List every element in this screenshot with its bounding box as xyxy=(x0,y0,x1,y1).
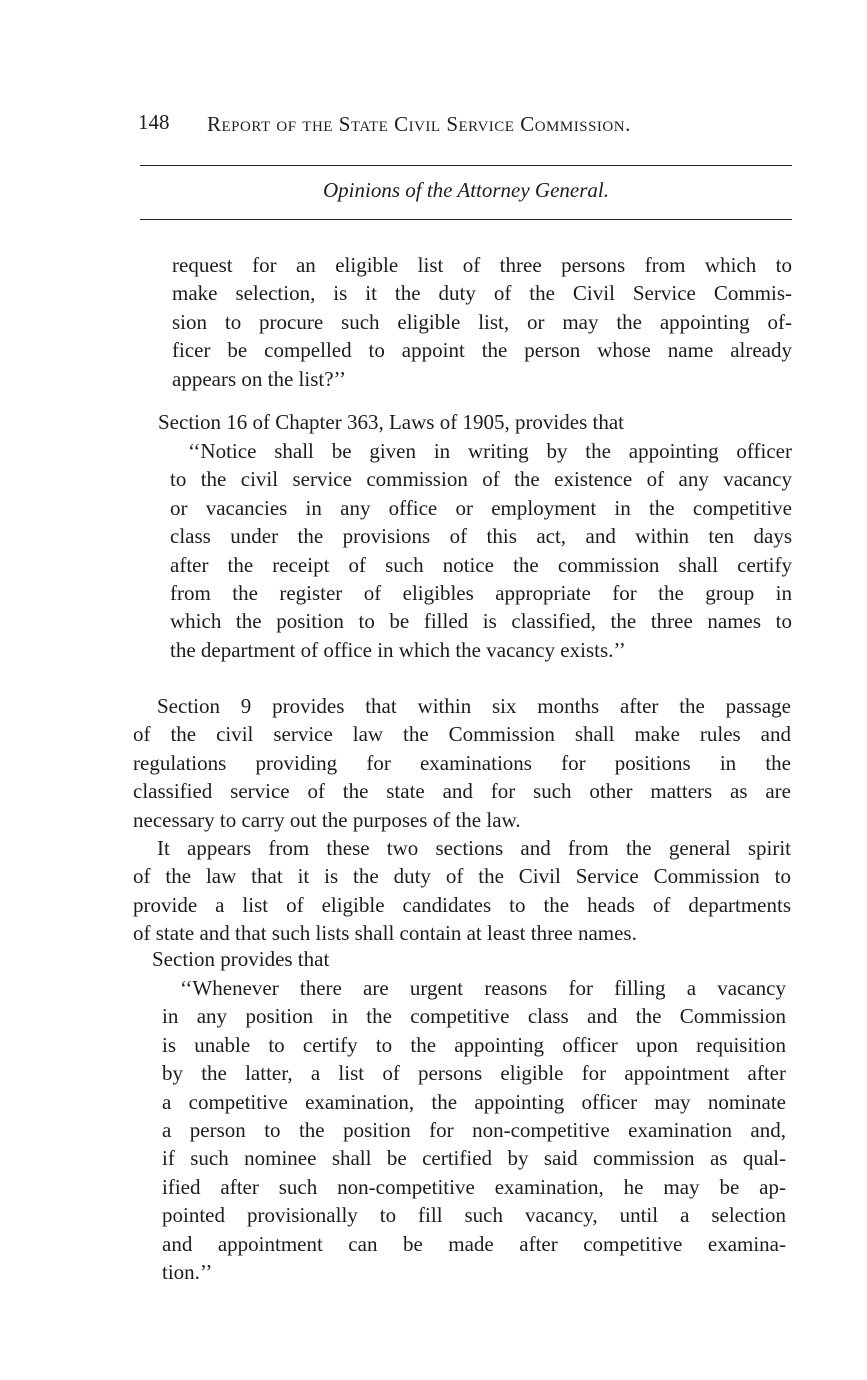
paragraph-section-9 xyxy=(133,692,791,834)
text-line: pointed provisionally to fill such vacancy, until a selection xyxy=(162,1203,786,1228)
quote-1 xyxy=(172,251,792,393)
text-line: ified after such non-competitive examination, he may be ap- xyxy=(162,1174,786,1199)
text-line: necessary to carry out the purposes of the law. xyxy=(133,807,521,832)
text-line: the department of office in which the vacancy exists.’’ xyxy=(170,637,626,662)
text-line: or vacancies in any office or employment in the competitive xyxy=(170,495,792,520)
text-line: a person to the position for non-competitive examination and, xyxy=(162,1117,786,1142)
quote-3 xyxy=(162,974,786,1286)
text-line: regulations providing for examinations for positions in the xyxy=(133,750,791,775)
text-line: if such nominee shall be certified by said commission as qual- xyxy=(162,1146,786,1171)
text-line: Section 9 provides that within six months after the passage xyxy=(157,694,791,718)
text-line: class under the provisions of this act, and within ten days xyxy=(170,524,792,549)
text-line: appears on the list?’’ xyxy=(172,366,346,391)
text-line: Section 16 of Chapter 363, Laws of 1905, provides that xyxy=(158,410,624,434)
bottom-rule xyxy=(140,219,792,220)
top-rule xyxy=(140,165,792,166)
text-line: to the civil service commission of the existence of any vacancy xyxy=(170,467,792,492)
page-number: 148 xyxy=(138,110,170,134)
text-line: from the register of eligibles appropriate for the group in xyxy=(170,580,792,605)
text-line: in any position in the competitive class and the Commission xyxy=(162,1004,786,1029)
paragraph-section-16 xyxy=(158,408,792,436)
text-line: make selection, is it the duty of the Civil Service Commis- xyxy=(172,281,792,306)
text-line: which the position to be filled is classified, the three names to xyxy=(170,609,792,634)
text-line: by the latter, a list of persons eligible for appointment after xyxy=(162,1061,786,1086)
text-line: provide a list of eligible candidates to the heads of departments xyxy=(133,892,791,917)
text-line: after the receipt of such notice the commission shall certify xyxy=(170,552,792,577)
paragraph-section-provides xyxy=(152,945,792,973)
text-line: sion to procure such eligible list, or may the appointing of- xyxy=(172,309,792,334)
text-line: a competitive examination, the appointing officer may nominate xyxy=(162,1089,786,1114)
text-line: of the civil service law the Commission shall make rules and xyxy=(133,722,791,747)
section-title: Opinions of the Attorney General. xyxy=(323,178,609,202)
text-line: ficer be compelled to appoint the person whose name already xyxy=(172,338,792,363)
text-line: ‘‘Notice shall be given in writing by the appointing officer xyxy=(188,439,792,463)
text-line: It appears from these two sections and from the general spirit xyxy=(157,836,791,860)
running-head: Report of the State Civil Service Commission. xyxy=(207,112,631,136)
text-line: of state and that such lists shall contain at least three names. xyxy=(133,921,637,946)
text-line: is unable to certify to the appointing officer upon requisition xyxy=(162,1032,786,1057)
quote-2 xyxy=(170,437,792,664)
text-line: and appointment can be made after competitive examina- xyxy=(162,1231,786,1256)
text-line: request for an eligible list of three persons from which to xyxy=(172,253,792,277)
text-line: ‘‘Whenever there are urgent reasons for filling a vacancy xyxy=(180,976,786,1000)
paragraph-it-appears xyxy=(133,834,791,948)
text-line: classified service of the state and for such other matters as are xyxy=(133,779,791,804)
text-line: of the law that it is the duty of the Civil Service Commission to xyxy=(133,864,791,889)
text-line: Section provides that xyxy=(152,947,330,971)
text-line: tion.’’ xyxy=(162,1259,213,1284)
